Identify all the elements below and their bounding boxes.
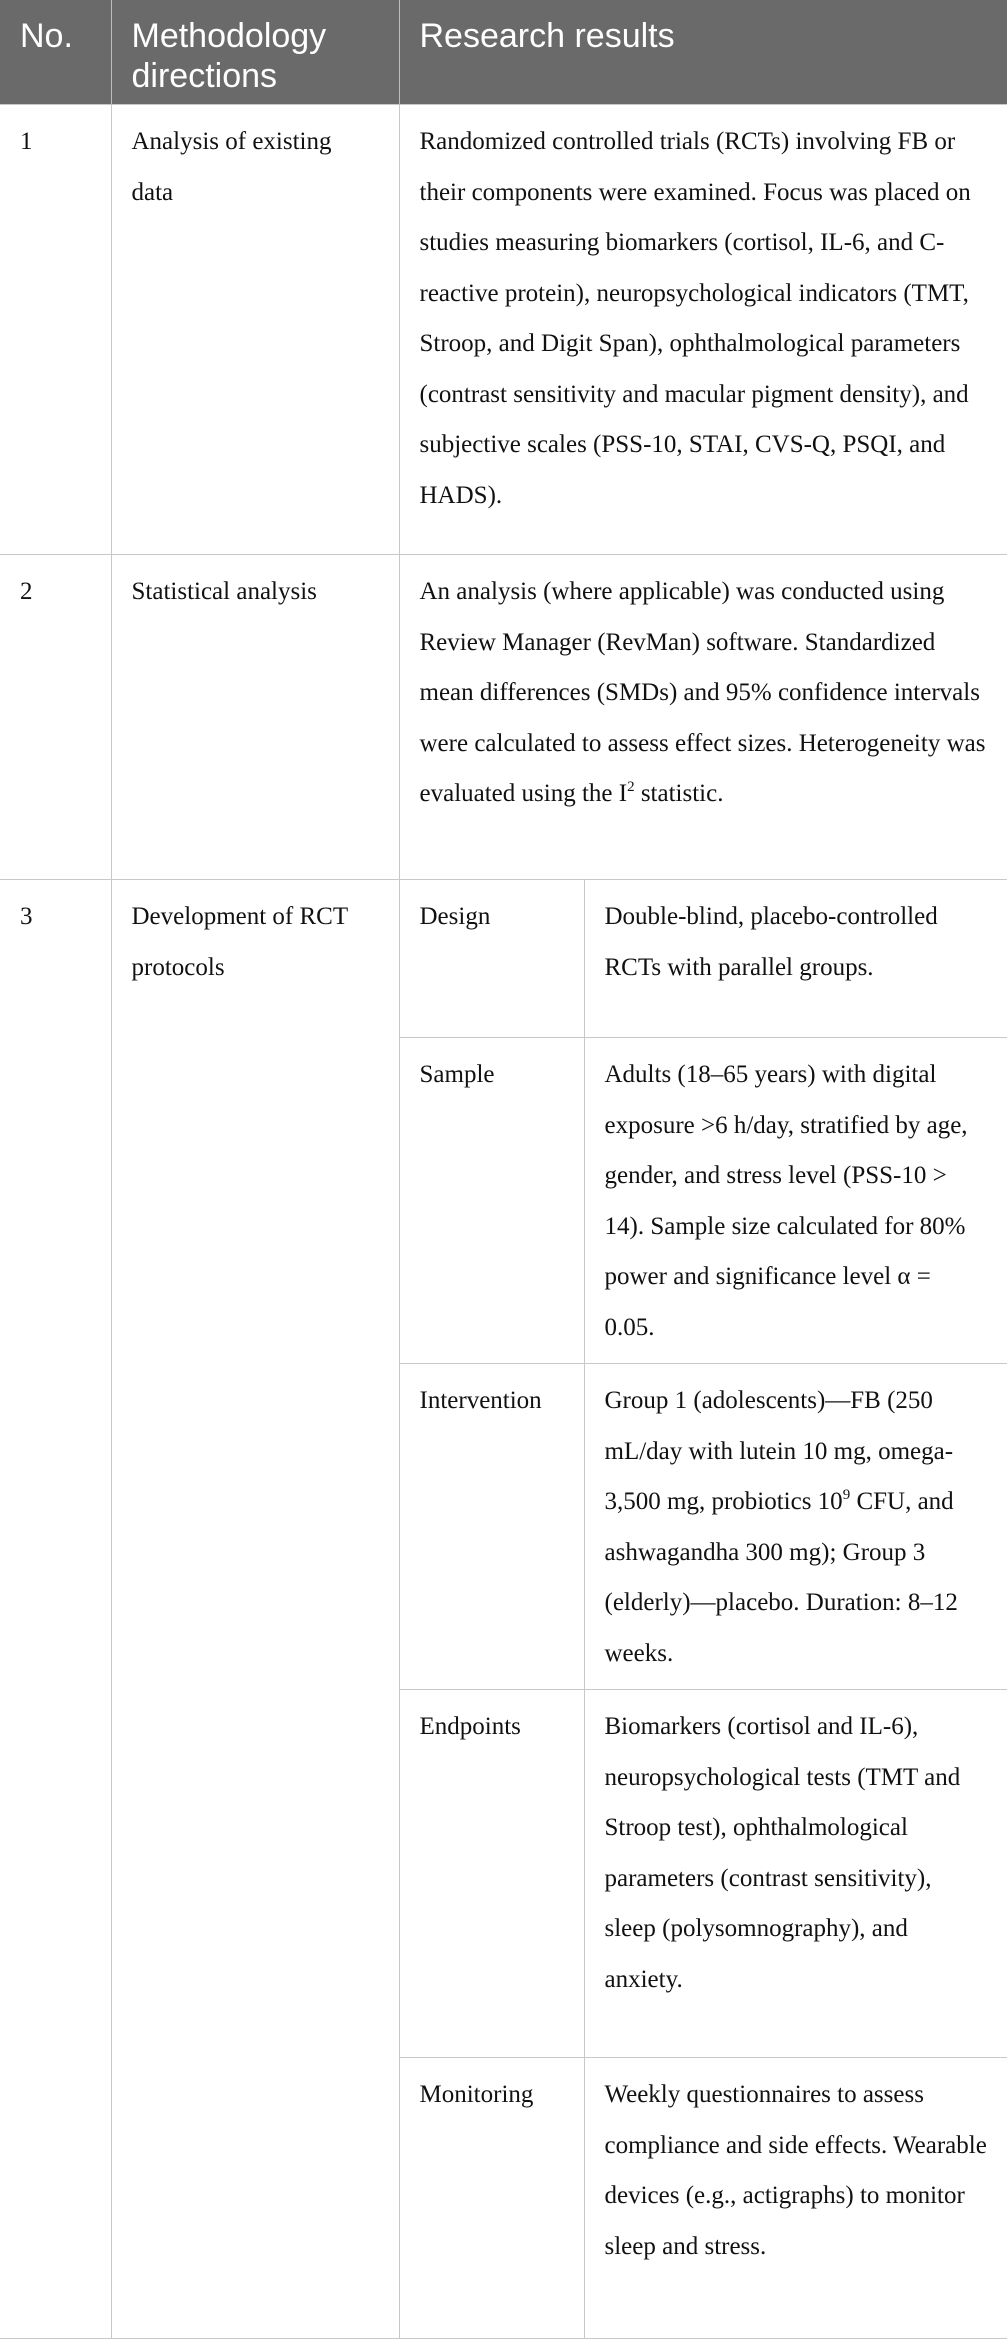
row-number: 1 <box>0 105 111 555</box>
header-results: Research results <box>399 0 1007 105</box>
row-direction: Development of RCT protocols <box>111 880 399 2339</box>
row-number: 3 <box>0 880 111 2339</box>
sub-label-intervention: Intervention <box>399 1364 584 1690</box>
sub-text-design: Double-blind, placebo-controlled RCTs with parallel groups. <box>584 880 1007 1038</box>
sub-label-endpoints: Endpoints <box>399 1690 584 2058</box>
sub-text-sample: Adults (18–65 years) with digital exposure >6 h/day, stratified by age, gender, and stress level (PSS-10 > 14). Sample size calculated for 80% power and significance level α = 0.05. <box>584 1038 1007 1364</box>
intervention-text-end: CFU, and ashwagandha 300 mg); Group 3 (elderly)—placebo. Duration: 8–12 weeks. <box>604 1488 958 1667</box>
sub-label-sample: Sample <box>399 1038 584 1364</box>
row-result: Randomized controlled trials (RCTs) involving FB or their components were examined. Focus was placed on studies measuring biomarkers (cortisol, IL-6, and C-reactive protein), neuropsychological indicators (TMT, Stroop, and Digit Span), ophthalmological parameters (contrast sensitivity and macular pigment density), and subjective scales (PSS-10, STAI, CVS-Q, PSQI, and HADS). <box>399 105 1007 555</box>
superscript: 2 <box>627 778 635 795</box>
row-direction: Analysis of existing data <box>111 105 399 555</box>
sub-label-monitoring: Monitoring <box>399 2058 584 2339</box>
table-header-row <box>0 0 1007 105</box>
table-row <box>0 555 1007 880</box>
result-text: An analysis (where applicable) was conducted using Review Manager (RevMan) software. Standardized mean differences (SMDs) and 95% confidence intervals were calculated to assess effect sizes. Heterogeneity was evaluated using the I <box>419 578 986 807</box>
sub-text-intervention <box>584 1364 1007 1690</box>
sub-text-monitoring: Weekly questionnaires to assess compliance and side effects. Wearable devices (e.g., actigraphs) to monitor sleep and stress. <box>584 2058 1007 2339</box>
superscript: 9 <box>842 1486 851 1503</box>
table-row <box>0 880 1007 1038</box>
sub-label-design: Design <box>399 880 584 1038</box>
header-no: No. <box>0 0 111 105</box>
header-methodology: Methodology directions <box>111 0 399 105</box>
intervention-text: Group 1 (adolescents)—FB (250 mL/day with lutein 10 mg, omega-3,500 mg, probiotics 10 <box>604 1387 954 1515</box>
result-text-end: statistic. <box>634 780 724 807</box>
row-number: 2 <box>0 555 111 880</box>
sub-text-endpoints: Biomarkers (cortisol and IL-6), neuropsychological tests (TMT and Stroop test), ophthalmological parameters (contrast sensitivity), sleep (polysomnography), and anxiety. <box>584 1690 1007 2058</box>
table-row <box>0 105 1007 555</box>
row-direction: Statistical analysis <box>111 555 399 880</box>
row-result <box>399 555 1007 880</box>
